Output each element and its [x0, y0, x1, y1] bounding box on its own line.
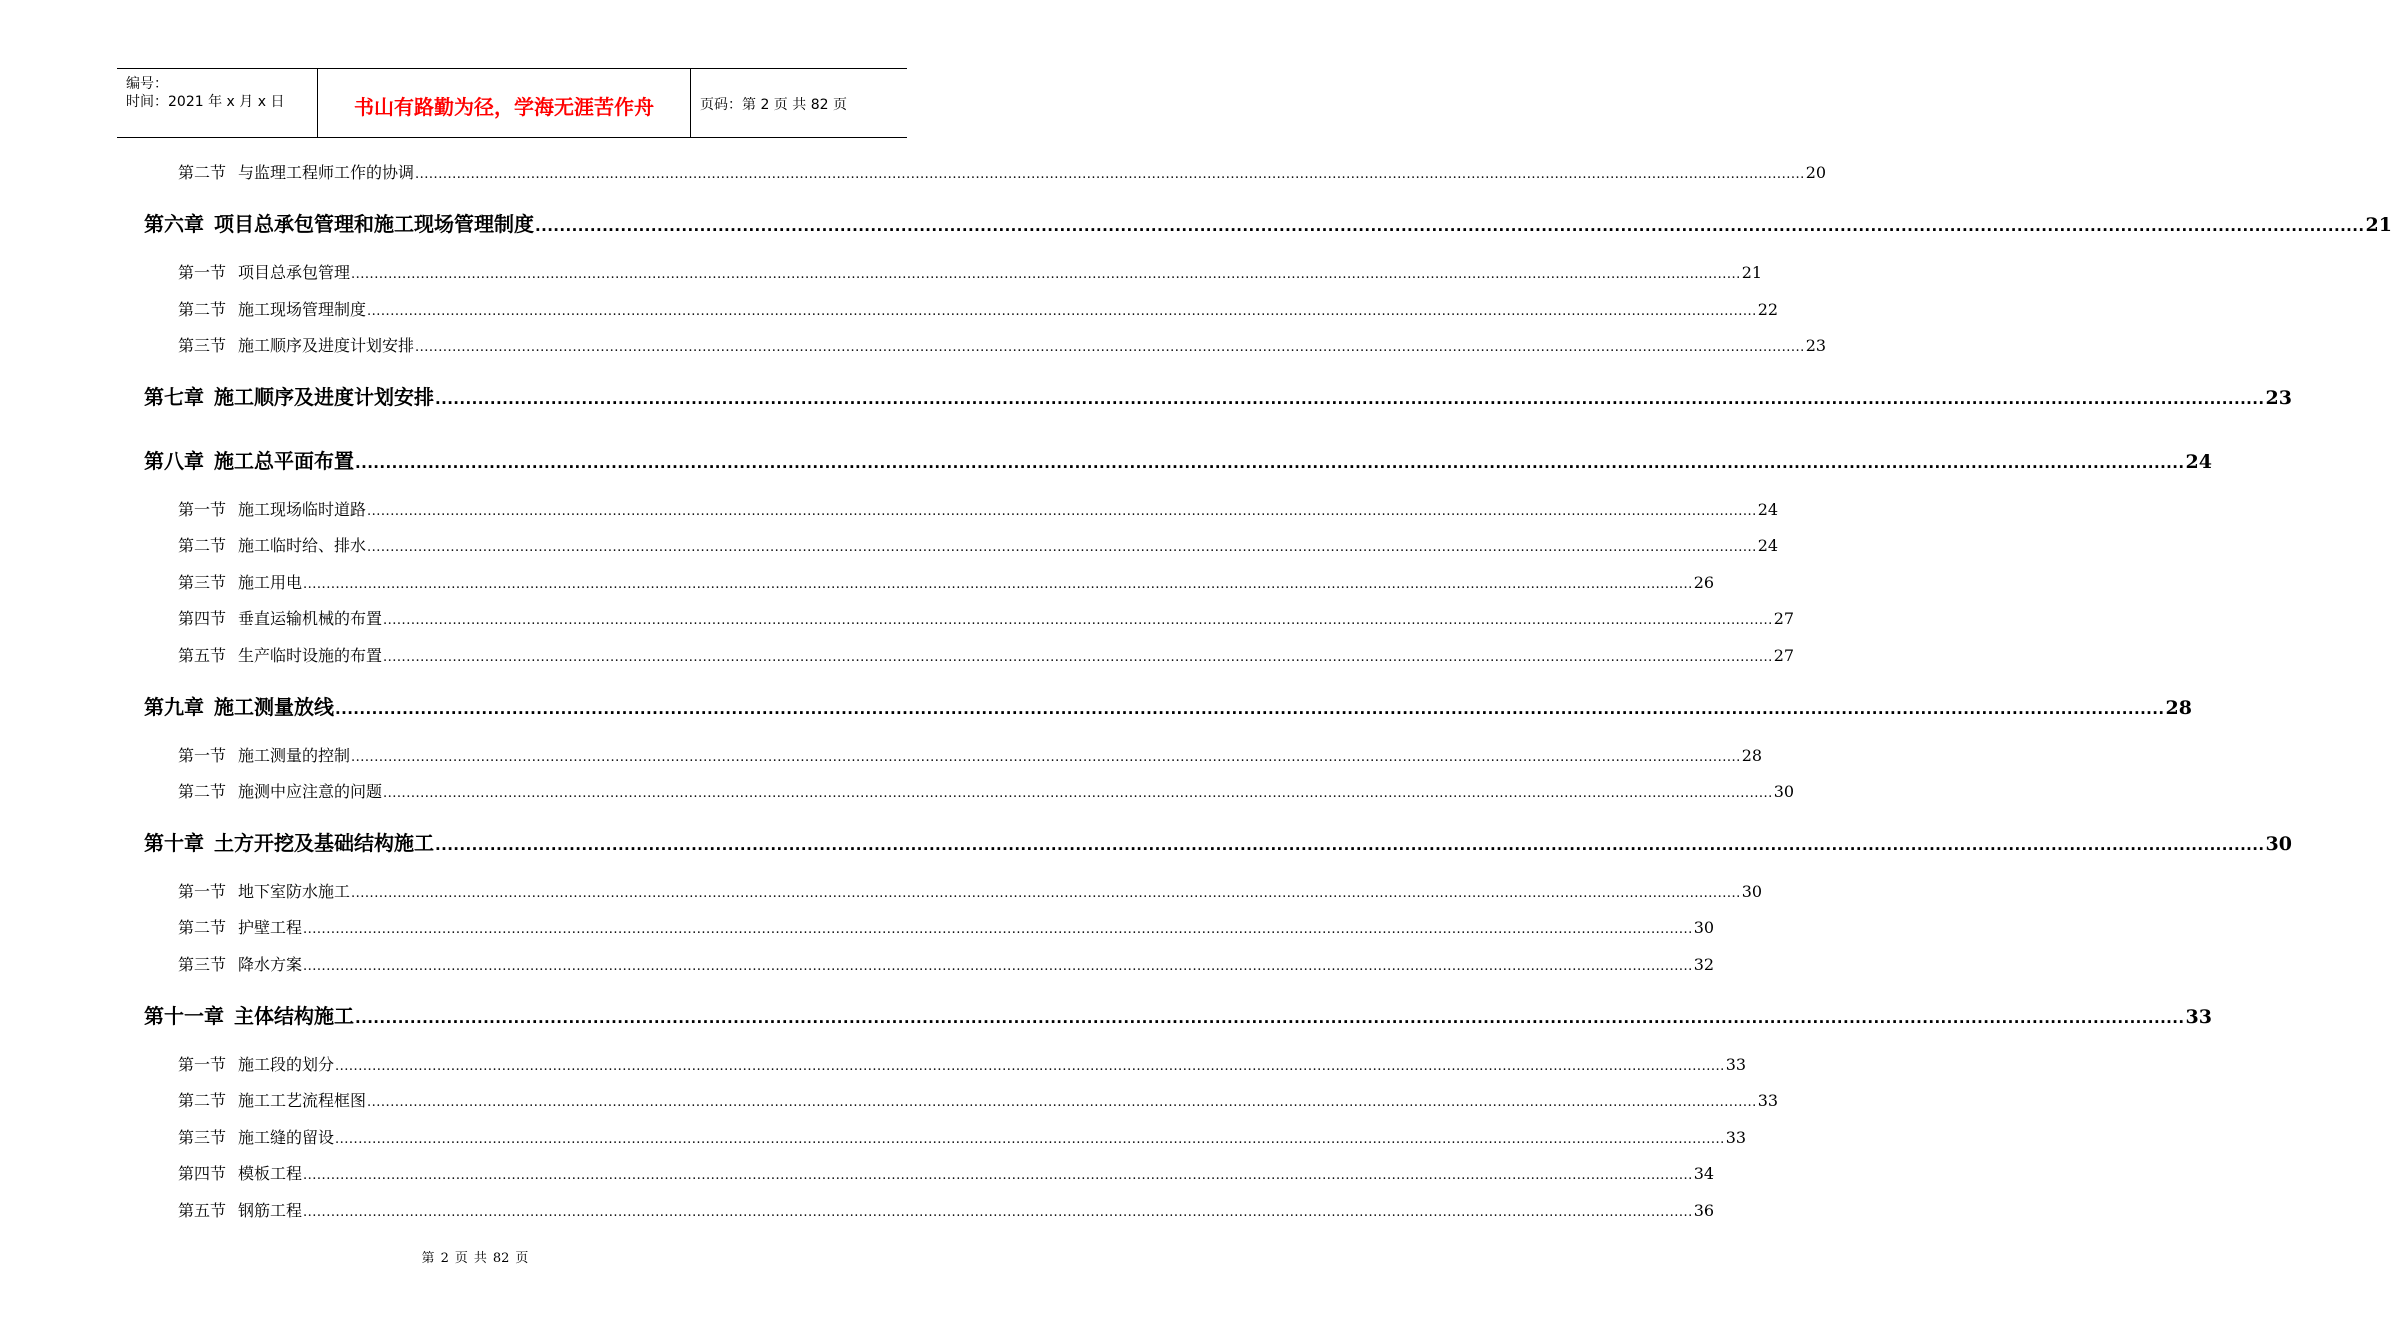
toc-entry-number: 第五节	[178, 646, 227, 665]
footer-total-pages: 82	[492, 1251, 510, 1266]
toc-entry-title: 施工测量的控制	[238, 746, 351, 765]
toc-section-entry[interactable]	[178, 915, 1715, 938]
toc-entry-title: 项目总承包管理和施工现场管理制度	[214, 212, 534, 236]
toc-dot-leader: ............................................................................................................................................................................................................................................................................................................	[367, 540, 1757, 555]
toc-dot-leader: ............................................................................................................................................................................................................................................................................................................	[383, 613, 1773, 628]
toc-chapter-entry[interactable]	[144, 445, 2212, 474]
toc-entry-number: 第三节	[178, 955, 227, 974]
toc-entry-title: 施工测量放线	[214, 695, 334, 719]
toc-chapter-entry[interactable]	[144, 381, 2292, 410]
toc-entry-number: 第五节	[178, 1201, 227, 1220]
toc-entry-title: 施工顺序及进度计划安排	[214, 385, 434, 409]
toc-entry-number: 第一节	[178, 263, 227, 282]
toc-section-entry[interactable]	[178, 952, 1715, 975]
toc-dot-leader: ............................................................................................................................................................................................................................................................................................................	[355, 454, 2185, 472]
toc-chapter-entry[interactable]	[144, 691, 2192, 720]
toc-entry-page: 22	[1757, 300, 1779, 319]
toc-entry-page: 33	[2185, 1006, 2212, 1028]
header-page-info: 页码：第 2 页 共 82 页	[700, 97, 847, 113]
toc-section-entry[interactable]	[178, 533, 1779, 556]
toc-dot-leader: ............................................................................................................................................................................................................................................................................................................	[355, 1009, 2185, 1027]
toc-entry-page: 33	[1725, 1128, 1747, 1147]
toc-entry-number: 第十一章	[144, 1004, 224, 1028]
toc-chapter-entry[interactable]	[144, 827, 2292, 856]
toc-entry-title: 钢筋工程	[238, 1201, 303, 1220]
header-meta-cell	[117, 69, 318, 137]
toc-entry-number: 第一节	[178, 1055, 227, 1074]
toc-entry-page: 21	[2365, 214, 2392, 236]
toc-dot-leader: ............................................................................................................................................................................................................................................................................................................	[303, 922, 1693, 937]
toc-section-entry[interactable]	[178, 260, 1763, 283]
toc-entry-number: 第七章	[144, 385, 204, 409]
toc-dot-leader: ............................................................................................................................................................................................................................................................................................................	[303, 1168, 1693, 1183]
toc-section-entry[interactable]	[178, 497, 1779, 520]
toc-chapter-entry[interactable]	[144, 208, 2392, 237]
toc-entry-page: 23	[2265, 387, 2292, 409]
toc-section-entry[interactable]	[178, 570, 1715, 593]
toc-dot-leader: ............................................................................................................................................................................................................................................................................................................	[415, 167, 1805, 182]
toc-section-entry[interactable]	[178, 297, 1779, 320]
header-motto: 书山有路勤为径，学海无涯苦作舟	[354, 95, 654, 119]
page-footer	[0, 1247, 950, 1266]
toc-entry-page: 33	[1725, 1055, 1747, 1074]
toc-entry-number: 第二节	[178, 300, 227, 319]
toc-entry-page: 24	[2185, 451, 2212, 473]
toc-dot-leader: ............................................................................................................................................................................................................................................................................................................	[335, 700, 2165, 718]
toc-entry-number: 第三节	[178, 1128, 227, 1147]
toc-entry-title: 项目总承包管理	[238, 263, 351, 282]
toc-dot-leader: ............................................................................................................................................................................................................................................................................................................	[435, 836, 2265, 854]
toc-section-entry[interactable]	[178, 160, 1827, 183]
toc-dot-leader: ............................................................................................................................................................................................................................................................................................................	[351, 267, 1741, 282]
toc-dot-leader: ............................................................................................................................................................................................................................................................................................................	[367, 504, 1757, 519]
toc-entry-number: 第四节	[178, 609, 227, 628]
toc-dot-leader: ............................................................................................................................................................................................................................................................................................................	[535, 217, 2365, 235]
toc-dot-leader: ............................................................................................................................................................................................................................................................................................................	[351, 750, 1741, 765]
toc-entry-number: 第一节	[178, 746, 227, 765]
toc-entry-title: 施工顺序及进度计划安排	[238, 336, 415, 355]
toc-section-entry[interactable]	[178, 879, 1763, 902]
toc-entry-page: 26	[1693, 573, 1715, 592]
toc-entry-title: 施工用电	[238, 573, 303, 592]
toc-entry-number: 第二节	[178, 536, 227, 555]
toc-dot-leader: ............................................................................................................................................................................................................................................................................................................	[383, 650, 1773, 665]
toc-entry-title: 施工工艺流程框图	[238, 1091, 367, 1110]
toc-entry-title: 施工段的划分	[238, 1055, 335, 1074]
toc-entry-number: 第二节	[178, 918, 227, 937]
toc-entry-page: 30	[1693, 918, 1715, 937]
toc-entry-title: 施工现场管理制度	[238, 300, 367, 319]
toc-entry-title: 模板工程	[238, 1164, 303, 1183]
toc-entry-title: 施工缝的留设	[238, 1128, 335, 1147]
toc-entry-number: 第三节	[178, 573, 227, 592]
toc-dot-leader: ............................................................................................................................................................................................................................................................................................................	[351, 886, 1741, 901]
toc-dot-leader: ............................................................................................................................................................................................................................................................................................................	[303, 1205, 1693, 1220]
toc-entry-title: 施工总平面布置	[214, 449, 354, 473]
footer-di: 第	[421, 1251, 435, 1266]
footer-gong: 共	[473, 1251, 487, 1266]
toc-entry-number: 第八章	[144, 449, 204, 473]
toc-dot-leader: ............................................................................................................................................................................................................................................................................................................	[383, 786, 1773, 801]
toc-entry-title: 施测中应注意的问题	[238, 782, 383, 801]
toc-section-entry[interactable]	[178, 1161, 1715, 1184]
footer-ye: 页	[454, 1251, 468, 1266]
toc-section-entry[interactable]	[178, 1198, 1715, 1221]
toc-dot-leader: ............................................................................................................................................................................................................................................................................................................	[367, 1095, 1757, 1110]
toc-entry-page: 30	[2265, 833, 2292, 855]
toc-entry-title: 护壁工程	[238, 918, 303, 937]
toc-section-entry[interactable]	[178, 779, 1795, 802]
toc-section-entry[interactable]	[178, 333, 1827, 356]
header-motto-cell	[318, 69, 691, 137]
footer-page-number: 2	[440, 1251, 449, 1266]
toc-dot-leader: ............................................................................................................................................................................................................................................................................................................	[335, 1132, 1725, 1147]
toc-entry-number: 第二节	[178, 1091, 227, 1110]
toc-entry-number: 第六章	[144, 212, 204, 236]
toc-section-entry[interactable]	[178, 1088, 1779, 1111]
toc-dot-leader: ............................................................................................................................................................................................................................................................................................................	[367, 304, 1757, 319]
toc-section-entry[interactable]	[178, 1125, 1747, 1148]
toc-dot-leader: ............................................................................................................................................................................................................................................................................................................	[335, 1059, 1725, 1074]
toc-dot-leader: ............................................................................................................................................................................................................................................................................................................	[415, 340, 1805, 355]
header-page-cell	[691, 69, 907, 137]
toc-entry-page: 24	[1757, 536, 1779, 555]
toc-entry-number: 第四节	[178, 1164, 227, 1183]
toc-entry-number: 第二节	[178, 163, 227, 182]
document-time-label: 时间：2021 年 x 月 x 日	[126, 94, 285, 110]
toc-entry-page: 21	[1741, 263, 1763, 282]
toc-entry-title: 地下室防水施工	[238, 882, 351, 901]
toc-dot-leader: ............................................................................................................................................................................................................................................................................................................	[303, 577, 1693, 592]
toc-entry-title: 主体结构施工	[234, 1004, 354, 1028]
toc-section-entry[interactable]	[178, 1052, 1747, 1075]
toc-entry-page: 24	[1757, 500, 1779, 519]
toc-dot-leader: ............................................................................................................................................................................................................................................................................................................	[303, 959, 1693, 974]
toc-entry-title: 垂直运输机械的布置	[238, 609, 383, 628]
toc-entry-page: 30	[1773, 782, 1795, 801]
toc-dot-leader: ............................................................................................................................................................................................................................................................................................................	[435, 390, 2265, 408]
toc-entry-page: 34	[1693, 1164, 1715, 1183]
toc-entry-title: 降水方案	[238, 955, 303, 974]
page-header	[117, 68, 907, 138]
toc-entry-page: 28	[2165, 697, 2192, 719]
toc-entry-page: 30	[1741, 882, 1763, 901]
toc-entry-number: 第一节	[178, 500, 227, 519]
toc-entry-number: 第一节	[178, 882, 227, 901]
toc-entry-page: 23	[1805, 336, 1827, 355]
toc-entry-page: 33	[1757, 1091, 1779, 1110]
toc-entry-page: 27	[1773, 609, 1795, 628]
toc-section-entry[interactable]	[178, 606, 1795, 629]
document-number-label: 编号：	[126, 76, 168, 92]
toc-entry-page: 36	[1693, 1201, 1715, 1220]
toc-entry-page: 32	[1693, 955, 1715, 974]
toc-entry-title: 施工临时给、排水	[238, 536, 367, 555]
toc-chapter-entry[interactable]	[144, 1000, 2212, 1029]
toc-entry-number: 第九章	[144, 695, 204, 719]
toc-section-entry[interactable]	[178, 743, 1763, 766]
toc-entry-page: 28	[1741, 746, 1763, 765]
toc-entry-title: 施工现场临时道路	[238, 500, 367, 519]
toc-entry-number: 第二节	[178, 782, 227, 801]
toc-entry-number: 第三节	[178, 336, 227, 355]
footer-ye2: 页	[515, 1251, 529, 1266]
toc-section-entry[interactable]	[178, 643, 1795, 666]
toc-entry-title: 与监理工程师工作的协调	[238, 163, 415, 182]
toc-entry-title: 生产临时设施的布置	[238, 646, 383, 665]
toc-entry-page: 20	[1805, 163, 1827, 182]
toc-entry-title: 土方开挖及基础结构施工	[214, 831, 434, 855]
toc-entry-number: 第十章	[144, 831, 204, 855]
toc-entry-page: 27	[1773, 646, 1795, 665]
